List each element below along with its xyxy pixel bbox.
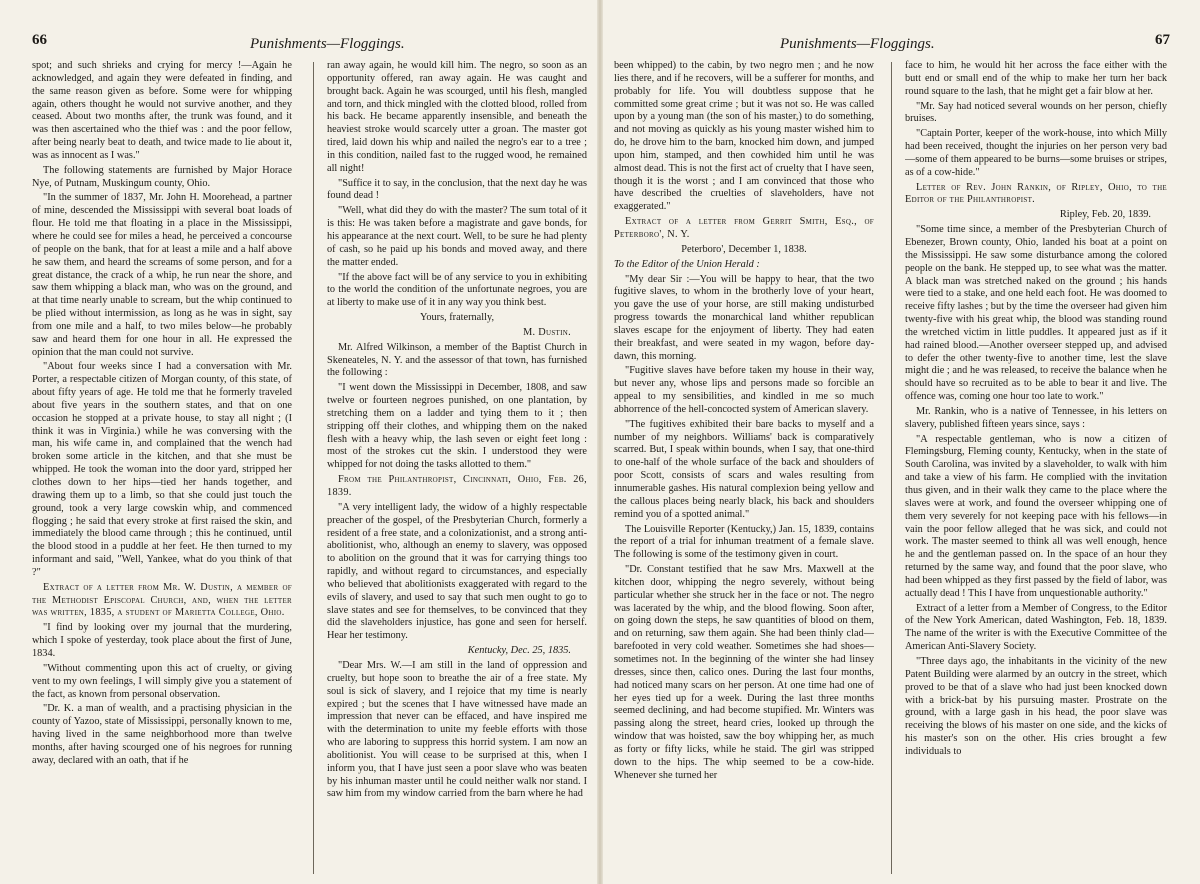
column-rule (313, 62, 314, 874)
paragraph: "If the above fact will be of any service to you in exhibiting to the world the condition of the unfortunate negroes, you are at liberty to make use of it in any way you think best. (327, 271, 587, 309)
paragraph: "I went down the Mississippi in December, 1808, and saw twelve or fourteen negroes punished, on one plantation, by stretching them on a ladder and tying them to it ; then stripping off their clothes, and whipping them on the naked flesh with a heavy whip, the lash seven or eight feet long : most of the strokes cut the skin. I understood they were whipped for not doing the tasks allotted to them." (327, 382, 587, 471)
paragraph: "Well, what did they do with the master? The sum total of it is this: He was taken before a magistrate and gave bonds, for his appearance at the next court. Well, to be sure he had plenty of cash, so he paid up his bonds and moved away, and there the matter ended. (327, 205, 587, 268)
paragraph: spot; and such shrieks and crying for mercy !—Again he acknowledged, and again they were defeated in finding, and the same reason given as before. Some were for whipping again, others thought he would not survive another, and they ceased. About two months after, the trunk was found, and it was then ascertained who the thief was : and the poor fellow, after being nearly beat to death, and twice made to lie about it, was as innocent as I was." (32, 60, 292, 161)
paragraph: "A very intelligent lady, the widow of a highly respectable preacher of the gospel, of the Presbyterian Church, formerly a resident of a free state, and a colonizationist, and a strong anti-abolitionist, who, although an enemy to slavery, was opposed to abolition on the ground that it was for carrying things too rapidly, and without regard to circumstances, and especially who believed that abolitionists exaggerated with regard to the evils of slavery, and used to say that such men ought to go to slave states and see for themselves, to be convinced that they did the slaveholders injustice, has gone and seen for herself. Hear her testimony. (327, 501, 587, 642)
paragraph: Mr. Rankin, who is a native of Tennessee, in his letters on slavery, published fifteen years since, says : (905, 405, 1167, 430)
column-4 (905, 60, 1167, 878)
page-number-left: 66 (32, 32, 47, 48)
paragraph: The following statements are furnished by Major Horace Nye, of Putnam, Muskingum county, Ohio. (32, 164, 292, 189)
paragraph: Mr. Alfred Wilkinson, a member of the Baptist Church in Skeneateles, N. Y. and the assessor of that town, has furnished the following : (327, 341, 587, 379)
page-number-right: 67 (1155, 32, 1170, 48)
paragraph: "About four weeks since I had a conversation with Mr. Porter, a respectable citizen of Morgan county, of this state, of about fifty years of age. He told me that he formerly traveled about five years in the southern states, and that on one occasion he stopped at a private house, to stay all night ; (I think it was in Virginia.) while he was conversing with the man, his wife came in, and complained that the wench had broken some article in the kitchen, and that she must be whipped. He took the woman into the door yard, stripped her clothes down to her hips—tied her hands together, and drawing them up to a limb, so that she could just touch the ground, took a very large cowskin whip, and commenced flogging ; he said that every stroke at first raised the skin, and immediately the blood came through ; this he continued, until the blood stood in a puddle at her feet. He then turned to my informant and said, "Well, Yankee, what do you think of that ?" (32, 361, 292, 578)
letter-dateline: Kentucky, Dec. 25, 1835. (467, 645, 571, 657)
letter-salutation: To the Editor of the Union Herald : (614, 258, 760, 270)
paragraph: "Some time since, a member of the Presbyterian Church of Ebenezer, Brown county, Ohio, landed his boat at a point on the Mississippi. He saw some disturbance among the colored people on the bank. He stepped up, to see what was the matter. A black man was stretched naked on the ground ; his hands were tied to a stake, and one held each foot. He was doomed to receive fifty lashes ; but by the time the overseer had given him twenty-five with his great whip, the blood was standing round the wretched victim in little puddles. It appeared just as if it had rained blood.—Another overseer stepped up, and advised to defer the other twenty-five to another time, lest the slave might die ; and he was released, to receive the balance when he should have so recruited as to be able to bear it and live. The offence was, coming one hour too late to work." (905, 224, 1167, 403)
paragraph: "In the summer of 1837, Mr. John H. Moorehead, a partner of mine, descended the Mississippi with several boat loads of flour. He told me that floating in a place in the Mississippi, where he could see for miles a head, he perceived a concourse of people on the bank, that for at least a mile and a half above he saw them, and heard the screams of some person, and for a great distance, the crack of a whip, he run near the shore, and saw them whipping a black man, who was on the ground, and at that time nearly unable to scream, but the whip continued to be plied without intermission, as long as he was in sight, say from one mile and a half, to two miles below—he probably saw and heard them for one hour in all. He expressed the opinion that the man could not survive. (32, 192, 292, 358)
paragraph: Extract of a letter from a Member of Congress, to the Editor of the New York American, dated Washington, Feb. 18, 1839. The name of the writer is with the Executive Committee of the American Anti-Slavery Society. (905, 602, 1167, 653)
paragraph: ran away again, he would kill him. The negro, so soon as an opportunity offered, ran away again. He was caught and brought back. Again he was scourged, until his flesh, mangled and torn, and thick mingled with the clotted blood, rolled from his back. He became apparently insensible, and beneath the heaviest stroke would scarcely utter a groan. The master got tired, laid down his whip and nailed the negro's ear to a tree ; in this condition, nailed fast to the rugged wood, he remained all night! (327, 60, 587, 174)
column-3 (614, 60, 874, 878)
paragraph: "I find by looking over my journal that the murdering, which I spoke of yesterday, took place about the first of June, 1834. (32, 622, 292, 659)
letter-dateline: Ripley, Feb. 20, 1839. (1059, 209, 1151, 221)
paragraph: "Without commenting upon this act of cruelty, or giving vent to my own feelings, I will simply give you a statement of the fact, as known from personal observation. (32, 662, 292, 700)
paragraph: "My dear Sir :—You will be happy to hear, that the two fugitive slaves, to whom in the brotherly love of your heart, you gave the use of your horse, are still making undisturbed progress towards the monarchical land whither republican slaves escape for the enjoyment of liberty. They had eaten their breakfast, and were seated in my wagon, before day-dawn, this morning. (614, 273, 874, 362)
section-heading: From the Philanthropist, Cincinnati, Ohio, Feb. 26, 1839. (327, 474, 587, 498)
paragraph: "Three days ago, the inhabitants in the vicinity of the new Patent Building were alarmed by an outcry in the street, which proved to be that of a slave who had just been knocked down with a brick-bat by his pursuing master. Prostrate on the ground, with a large gash in his head, the poor slave was receiving the blows of his master on one side, and the kicks of his master's son on the other. His cries brought a few individuals to (905, 655, 1167, 757)
paragraph: "The fugitives exhibited their bare backs to myself and a number of my neighbors. Williams' back is comparatively scarred. But, I speak within bounds, when I say, that one-third to one-half of the whole surface of the back and shoulders of poor Scott, consists of scars and wales resulting from innumerable gashes. His natural complexion being yellow and the callous places being nearly black, his back and shoulders remind you of a spotted animal." (614, 418, 874, 520)
section-heading: Extract of a letter from Gerrit Smith, Esq., of Peterboro', N. Y. (614, 216, 874, 240)
column-1 (32, 60, 292, 878)
paragraph: "Dear Mrs. W.—I am still in the land of oppression and cruelty, but hope soon to breathe the air of a free state. My soul is sick of slavery, and I rejoice that my time is nearly expired ; but the scenes that I have witnessed have made an impression that never can be effaced, and have inspired me with the determination to unite my feeble efforts with those who are laboring to suppress this horrid system. I am now an abolitionist. You will cease to be surprised at this, when I inform you, that I have just seen a poor slave who was beaten by his inhuman master until he could neither walk nor stand. I saw him from my window carried from the barn where he had (327, 659, 587, 800)
letter-closing: Yours, fraternally, (419, 312, 495, 324)
running-head-left: Punishments—Floggings. (250, 36, 405, 52)
running-head-right: Punishments—Floggings. (780, 36, 935, 52)
column-rule (891, 62, 892, 874)
paragraph: face to him, he would hit her across the face either with the butt end or small end of the whip to make her turn her back round square to the lash, that he might get a fair blow at her. (905, 60, 1167, 97)
paragraph: "Fugitive slaves have before taken my house in their way, but never any, whose lips and persons made so forcible an appeal to my sensibilities, and kindled in me so much abhorrence of the hell-concocted system of American slavery. (614, 365, 874, 415)
paragraph: "Suffice it to say, in the conclusion, that the next day he was found dead ! (327, 177, 587, 202)
section-heading: Extract of a letter from Mr. W. Dustin, a member of the Methodist Episcopal Church, and, when the letter was written, 1835, a student of Marietta College, Ohio. (32, 581, 292, 619)
paragraph: The Louisville Reporter (Kentucky,) Jan. 15, 1839, contains the report of a trial for inhuman treatment of a female slave. The following is some of the testimony given in court. (614, 523, 874, 561)
paragraph: "Mr. Say had noticed several wounds on her person, chiefly bruises. (905, 100, 1167, 125)
paragraph: "Dr. Constant testified that he saw Mrs. Maxwell at the kitchen door, whipping the negro severely, without being particular whether she struck her in the face or not. The negro was lacerated by the whip, and the blood flowing. Soon after, on going down the steps, he saw quantities of blood on them, and on returning, saw them again. She had been thinly clad—barefooted in very cold weather. Sometimes she had shoes—sometimes not. In the beginning of the winter she had linsey dresses, since then, calico ones. During the last four months, had noticed many scars on her person. At one time had one of her eyes tied up for a week. During the last three months seemed declining, and had become stupified. Mr. Winters was passing along the street, heard cries, looked up through the window that was hoisted, saw the boy whipping her, as much as forty or fifty licks, while he staid. The girl was stripped down to the hips. The whip seemed to be a cow-hide. Whenever she turned her (614, 564, 874, 781)
paragraph: "Dr. K. a man of wealth, and a practising physician in the county of Yazoo, state of Mississippi, personally known to me, having lived in the same neighborhood more than twelve months, after having scourged one of his negroes for running away, declared with an oath, that if he (32, 703, 292, 766)
letter-signature: M. Dustin. (523, 326, 571, 338)
column-2 (327, 60, 587, 878)
paragraph: been whipped) to the cabin, by two negro men ; and he now lies there, and if he recovers, will be a sufferer for months, and probably for life. You will doubtless suppose that he committed some great crime ; but it was not so. He was called upon by a young man (the son of his master,) to do something, and not moving as quickly as his young master wished him to do, he drove him to the barn, knocked him down, and jumped upon him, stamped, and then cowhided him until he was almost dead. This is not the first act of cruelty that I have seen, though it is the worst ; and I am convinced that those who have described the cruelties of slaveholders, have not exaggerated." (614, 60, 874, 213)
section-heading: Letter of Rev. John Rankin, of Ripley, Ohio, to the Editor of the Philanthropist. (905, 181, 1167, 206)
letter-dateline: Peterboro', December 1, 1838. (681, 243, 807, 255)
paragraph: "Captain Porter, keeper of the work-house, into which Milly had been received, thought the injuries on her person very bad—some of them appeared to be burns—some bruises or stripes, as of a cow-hide." (905, 128, 1167, 178)
paragraph: "A respectable gentleman, who is now a citizen of Flemingsburg, Fleming county, Kentucky, when in the state of South Carolina, was invited by a slaveholder, to walk with him and take a view of his farm. He complied with the invitation thus given, and in their walk they came to the place where the slaves were at work, and found the overseer whipping one of them very severely for not keeping pace with his fellows—in vain the poor fellow alleged that he was sick, and could not work. The master seemed to think all was well enough, hence he and the gentleman passed on. In the space of an hour they returned by the same way, and found that the poor slave, who had been whipped as they first passed by the field of labor, was actually dead ! This I have from unquestionable authority." (905, 433, 1167, 599)
right-page (600, 0, 1200, 884)
